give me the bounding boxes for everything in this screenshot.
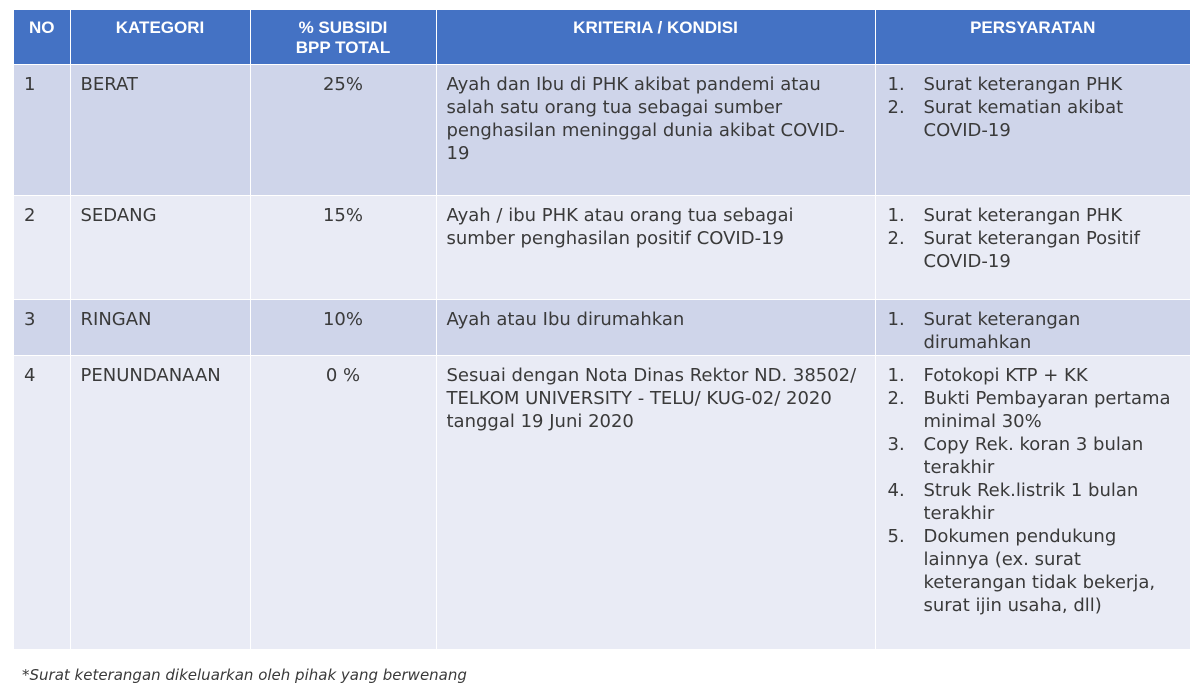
row-no: 4 <box>14 355 70 649</box>
subsidy-table <box>14 10 1190 650</box>
header-kriteria: KRITERIA / KONDISI <box>436 10 875 64</box>
row-kriteria: Ayah dan Ibu di PHK akibat pandemi atau salah satu orang tua sebagai sumber penghasilan meninggal dunia akibat COVID-19 <box>436 64 875 195</box>
header-subsidi: % SUBSIDI BPP TOTAL <box>250 10 436 64</box>
row-kategori: RINGAN <box>70 299 250 355</box>
row-kriteria: Ayah atau Ibu dirumahkan <box>436 299 875 355</box>
footnote: *Surat keterangan dikeluarkan oleh pihak yang berwenang <box>22 666 467 684</box>
row-persyaratan <box>875 299 1190 355</box>
row-no: 1 <box>14 64 70 195</box>
requirements-list <box>886 204 1181 273</box>
list-item: 3. Copy Rek. koran 3 bulan terakhir <box>887 433 1144 478</box>
table-row <box>14 64 1190 195</box>
row-subsidi: 15% <box>250 195 436 299</box>
row-no: 2 <box>14 195 70 299</box>
list-item: 1. Surat keterangan PHK <box>887 204 1123 226</box>
list-item: 1. Surat keterangan dirumahkan <box>887 308 1081 353</box>
header-row <box>14 10 1190 64</box>
list-item: 5. Dokumen pendukung lainnya (ex. surat keterangan tidak bekerja, surat ijin usaha, dll) <box>887 525 1156 616</box>
list-item: 2. Surat keterangan Positif COVID-19 <box>887 227 1140 272</box>
list-item: 1. Fotokopi KTP + KK <box>887 364 1088 386</box>
list-item: 4. Struk Rek.listrik 1 bulan terakhir <box>887 479 1139 524</box>
row-kriteria: Sesuai dengan Nota Dinas Rektor ND. 38502/ TELKOM UNIVERSITY - TELU/ KUG-02/ 2020 tanggal 19 Juni 2020 <box>436 355 875 649</box>
row-kriteria: Ayah / ibu PHK atau orang tua sebagai sumber penghasilan positif COVID-19 <box>436 195 875 299</box>
row-persyaratan <box>875 195 1190 299</box>
list-item: 2. Bukti Pembayaran pertama minimal 30% <box>887 387 1171 432</box>
row-kategori: BERAT <box>70 64 250 195</box>
list-item: 1. Surat keterangan PHK <box>887 73 1123 95</box>
table-row <box>14 299 1190 355</box>
table-row <box>14 195 1190 299</box>
header-no: NO <box>14 10 70 64</box>
list-item: 2. Surat kematian akibat COVID-19 <box>887 96 1124 141</box>
row-no: 3 <box>14 299 70 355</box>
requirements-list <box>886 364 1181 617</box>
row-persyaratan <box>875 64 1190 195</box>
requirements-list <box>886 308 1181 354</box>
row-kategori: SEDANG <box>70 195 250 299</box>
row-subsidi: 0 % <box>250 355 436 649</box>
row-subsidi: 10% <box>250 299 436 355</box>
row-kategori: PENUNDANAAN <box>70 355 250 649</box>
header-kategori: KATEGORI <box>70 10 250 64</box>
table-row <box>14 355 1190 649</box>
header-persyaratan: PERSYARATAN <box>875 10 1190 64</box>
row-subsidi: 25% <box>250 64 436 195</box>
row-persyaratan <box>875 355 1190 649</box>
requirements-list <box>886 73 1181 142</box>
